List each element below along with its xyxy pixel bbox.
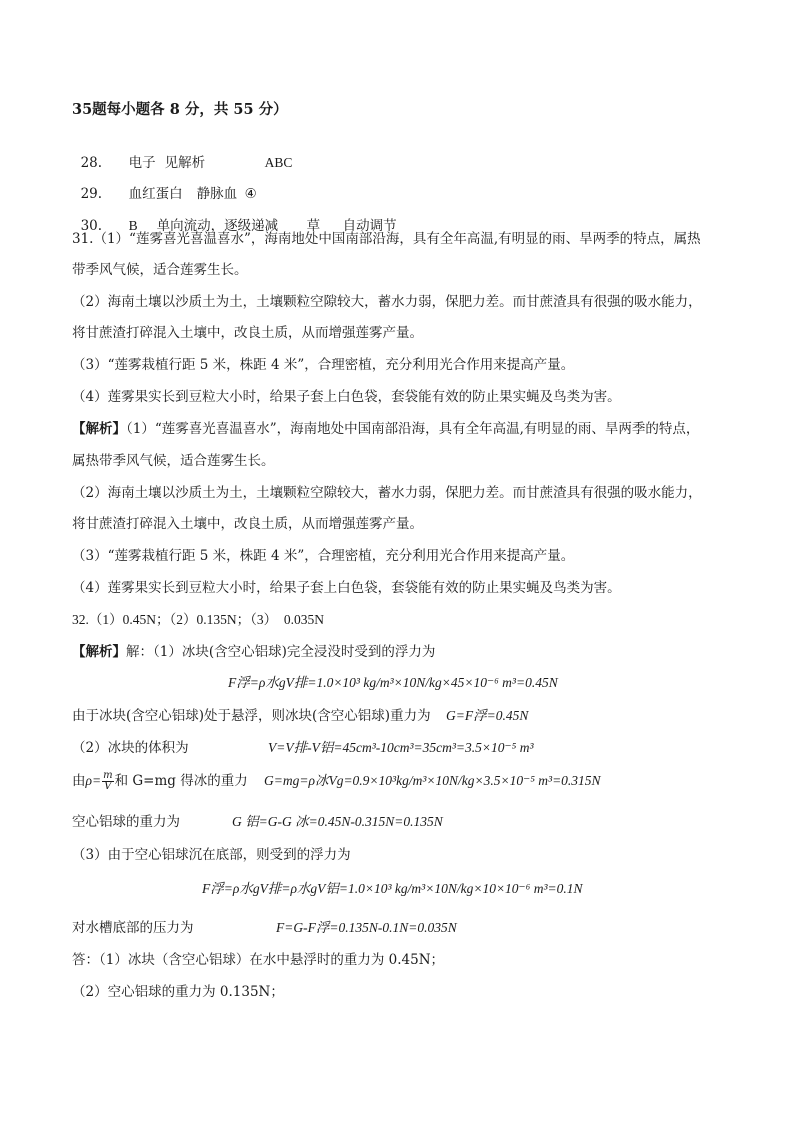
q31-analysis-line-5: （3）“莲雾栽植行距 5 米，株距 4 米”，合理密植，充分利用光合作用来提高产量。 (72, 548, 575, 564)
q32-line-7 (72, 918, 194, 938)
density-symbol: ρ= (85, 773, 102, 788)
q31-analysis-line-4: 将甘蔗渣打碎混入土壤中，改良土质，从而增强莲雾产量。 (72, 516, 423, 532)
q29-answer-2: 静脉血 (196, 186, 238, 202)
buoyancy-formula-1: F浮=ρ水gV排=1.0×10³ kg/m³×10N/kg×45×10⁻⁶ m³=0.45N (228, 675, 558, 690)
ice-gravity-formula: G=mg=ρ冰Vg=0.9×10³kg/m³×10N/kg×3.5×10⁻⁵ m³=0.315N (264, 773, 601, 788)
analysis-text: （1）“莲雾喜光喜温喜水”，海南地处中国南部沿海，具有全年高温,有明显的雨、旱两季的特点， (126, 421, 700, 437)
q32-line-3 (72, 738, 189, 758)
q31-line-2: 带季风气候，适合莲雾生长。 (72, 262, 248, 278)
q32-answer: 32.（1）0.45N；（2）0.135N；（3） 0.035N (72, 612, 324, 627)
q31-line-1: 31.（1）“莲雾喜光喜温喜水”，海南地处中国南部沿海，具有全年高温,有明显的雨、旱两季的特点，属热 (72, 231, 701, 247)
q32-line-3-text: （2）冰块的体积为 (72, 740, 189, 756)
q28-answer-2: 见解析 (164, 155, 206, 171)
q31-line-4: 将甘蔗渣打碎混入土壤中，改良土质，从而增强莲雾产量。 (72, 325, 423, 341)
q31-analysis-line-2: 属热带季风气候，适合莲雾生长。 (72, 453, 275, 469)
q31-analysis-line-6: （4）莲雾果实长到豆粒大小时，给果子套上白色袋，套袋能有效的防止果实蝇及鸟类为害。 (72, 580, 621, 596)
q28-answer-1: 电子 (128, 155, 156, 171)
q32-line-2-text: 由于冰块(含空心铝球)处于悬浮，则冰块(含空心铝球)重力为 (72, 708, 431, 724)
volume-formula: V=V排-V铝=45cm³-10cm³=35cm³=3.5×10⁻⁵ m³ (268, 740, 534, 755)
pressure-formula: F=G-F浮=0.135N-0.1N=0.035N (276, 920, 457, 935)
q31-analysis-line-3: （2）海南土壤以沙质土为土，土壤颗粒空隙较大，蓄水力弱，保肥力差。而甘蔗渣具有很强的吸水能力， (72, 485, 702, 501)
q28-answer-3: ABC (264, 155, 293, 170)
q29-answer-1: 血红蛋白 (128, 186, 183, 202)
fraction-denominator: V (104, 781, 112, 792)
q32-line-4-pre: 由 (72, 773, 86, 789)
q32-line-2 (72, 706, 431, 726)
q32-line-5 (72, 812, 180, 832)
q31-line-5: （3）“莲雾栽植行距 5 米，株距 4 米”，合理密植，充分利用光合作用来提高产量。 (72, 357, 575, 373)
q32-line-4 (72, 771, 248, 792)
q32-analysis-intro (72, 642, 435, 662)
fraction-numerator: m (103, 770, 113, 781)
q32-conclusion-1: 答：（1）冰块（含空心铝球）在水中悬浮时的重力为 0.45N； (72, 952, 445, 968)
section-heading: 35题每小题各 8 分，共 55 分） (72, 101, 288, 118)
q30-answer-2: 单向流动，逐级递减 (156, 218, 279, 234)
q32-line-6: （3）由于空心铝球沉在底部，则受到的浮力为 (72, 847, 351, 863)
density-fraction (102, 771, 113, 792)
q30-number: 30. (80, 218, 103, 234)
q32-line-7-text: 对水槽底部的压力为 (72, 920, 194, 936)
q30-answer-1: B (128, 218, 138, 233)
analysis-tag: 【解析】 (72, 421, 126, 437)
q32-line-5-text: 空心铝球的重力为 (72, 814, 180, 830)
q32-conclusion-2: （2）空心铝球的重力为 0.135N； (72, 984, 284, 1000)
q29-number: 29. (80, 186, 103, 202)
q32-intro-text: 解：（1）冰块(含空心铝球)完全浸没时受到的浮力为 (126, 644, 436, 660)
analysis-tag: 【解析】 (72, 644, 126, 660)
q31-line-6: （4）莲雾果实长到豆粒大小时，给果子套上白色袋，套袋能有效的防止果实蝇及鸟类为害。 (72, 389, 621, 405)
q31-line-3: （2）海南土壤以沙质土为土，土壤颗粒空隙较大，蓄水力弱，保肥力差。而甘蔗渣具有很强的吸水能力， (72, 294, 702, 310)
gravity-formula: G=F浮=0.45N (446, 708, 529, 723)
q31-analysis-line-1 (72, 419, 699, 439)
q28-number: 28. (80, 155, 103, 171)
q32-line-4-mid: 和 G=mg 得冰的重力 (114, 773, 248, 789)
buoyancy-formula-2: F浮=ρ水gV排=ρ水gV铝=1.0×10³ kg/m³×10N/kg×10×10⁻⁶ m³=0.1N (202, 881, 583, 896)
q29-answer-3: ④ (244, 186, 257, 202)
q30-answer-4: 自动调节 (342, 218, 397, 234)
ball-gravity-formula: G 铝=G-G 冰=0.45N-0.315N=0.135N (232, 814, 443, 829)
q30-answer-3: 草 (306, 218, 321, 234)
